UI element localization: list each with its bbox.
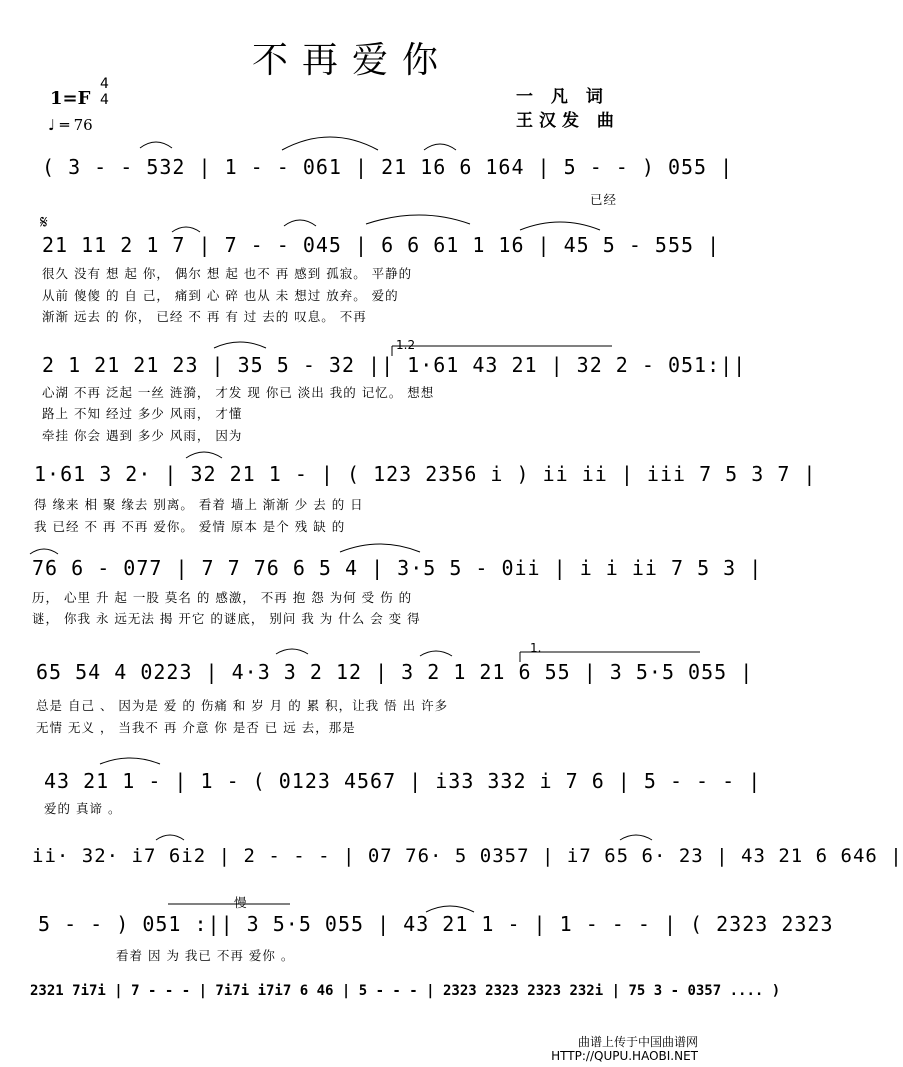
score-system-6: 65 54 4 0223 | 4·3 3 2 12 | 3 2 1 21 6 55 | 3 5·5 055 | (36, 660, 754, 684)
slur-arc (282, 137, 378, 150)
slur-arc (424, 144, 456, 150)
slur-arc (340, 544, 420, 552)
volta-1-2: 1.2 (396, 338, 416, 352)
slur-arc (100, 758, 160, 764)
score-system-2: 21 11 2 1 7 | 7 - - 045 | 6 6 61 1 16 | 45 5 - 555 | (42, 233, 721, 257)
time-signature-top: 4 (100, 76, 109, 92)
score-system-5: 76 6 - 077 | 7 7 76 6 5 4 | 3·5 5 - 0ii | i i ii 7 5 3 | (32, 556, 763, 580)
lyrics-system-4-line-1: 得 缘来 相 聚 缘去 别离。 看着 墙上 渐渐 少 去 的 日 (34, 497, 364, 512)
lyrics-system-6-line-2: 无情 无义 ， 当我不 再 介意 你 是否 已 远 去，那是 (36, 720, 356, 735)
time-signature-bottom: 4 (100, 92, 109, 108)
slur-arc (156, 835, 184, 840)
song-title: 不再爱你 (251, 40, 452, 81)
watermark (551, 1035, 698, 1063)
watermark-line-1: 曲谱上传于中国曲谱网 (577, 1035, 698, 1049)
score-system-8: ii· 32· i7 6i2 | 2 - - - | 07 76· 5 0357 | i7 65 6· 23 | 43 21 6 646 | (32, 845, 903, 867)
slur-arc (620, 835, 652, 840)
slur-arc (172, 227, 200, 232)
lyrics-system-6-line-1: 总是 自己 、 因为是 爱 的 伤痛 和 岁 月 的 累 积，让我 悟 出 许多 (36, 698, 449, 713)
lyrics-system-3-line-3: 牵挂 你会 遇到 多少 风雨， 因为 (42, 428, 243, 443)
composer-credit: 王汉发 曲 (516, 111, 620, 131)
lyrics-system-2-line-3: 渐渐 远去 的 你， 已经 不 再 有 过 去的 叹息。 不再 (42, 309, 367, 324)
lyrics-system-5-line-2: 谜， 你我 永 远无法 揭 开它 的谜底， 别问 我 为 什么 会 变 得 (32, 611, 421, 626)
score-system-7: 43 21 1 - | 1 - ( 0123 4567 | i33 332 i 7 6 | 5 - - - | (44, 769, 762, 793)
tempo-marking: ♩ ═ 76 (48, 116, 93, 134)
slur-arc (30, 549, 58, 554)
lyrics-system-3-line-2: 路上 不知 经过 多少 风雨， 才懂 (42, 406, 243, 421)
watermark-line-2: HTTP://QUPU.HAOBI.NET (551, 1049, 698, 1063)
lyrics-system-2-line-2: 从前 傻傻 的 自 己， 痛到 心 碎 也从 未 想过 放弃。 爱的 (42, 288, 399, 303)
lyrics-system-2-line-1: 很久 没有 想 起 你， 偶尔 想 起 也不 再 感到 孤寂。 平静的 (42, 266, 413, 281)
slur-arc (420, 651, 452, 656)
slur-arc (186, 452, 222, 458)
score-system-4: 1·61 3 2· | 32 21 1 - | ( 123 2356 i ) ii ii | iii 7 5 3 7 | (34, 462, 817, 486)
segno-sign: 𝄋 (40, 212, 49, 233)
slur-arc (214, 342, 266, 348)
score-system-1: ( 3 - - 532 | 1 - - 061 | 21 16 6 164 | 5 - - ) 055 | (42, 155, 734, 179)
lyrics-system-3-line-1: 心湖 不再 泛起 一丝 涟漪， 才发 现 你已 淡出 我的 记忆。 想想 (42, 385, 435, 400)
slur-arc (366, 215, 470, 224)
lyricist-credit: 一 凡 词 (516, 87, 609, 107)
lyrics-system-5-line-1: 历， 心里 升 起 一股 莫名 的 感激， 不再 抱 怨 为何 受 伤 的 (32, 590, 413, 605)
slur-arc (284, 220, 316, 226)
slur-arc (520, 222, 600, 230)
score-system-3: 2 1 21 21 23 | 35 5 - 32 || 1·61 43 21 | 32 2 - 051:|| (42, 353, 747, 377)
slur-arc (426, 906, 474, 912)
lyrics-system-1-line-1: 已经 (590, 192, 618, 207)
score-system-10: 2321 7i7i | 7 - - - | 7i7i i7i7 6 46 | 5 - - - | 2323 2323 2323 232i | 75 3 - 0357 .... ) (30, 983, 781, 999)
tempo-mark-slow: 慢 (234, 895, 248, 910)
slur-arc (140, 142, 172, 148)
key-signature: 1=F (50, 88, 91, 109)
lyrics-system-4-line-2: 我 已经 不 再 不再 爱你。 爱情 原本 是个 残 缺 的 (34, 519, 346, 534)
slur-arc (276, 649, 308, 654)
lyrics-system-7-line-1: 爱的 真谛 。 (44, 801, 122, 816)
lyrics-system-9-line-1: 看着 因 为 我已 不再 爱你 。 (116, 948, 295, 963)
score-system-9: 5 - - ) 051 :|| 3 5·5 055 | 43 21 1 - | 1 - - - | ( 2323 2323 (38, 912, 834, 936)
volta-1: 1. (530, 641, 542, 655)
